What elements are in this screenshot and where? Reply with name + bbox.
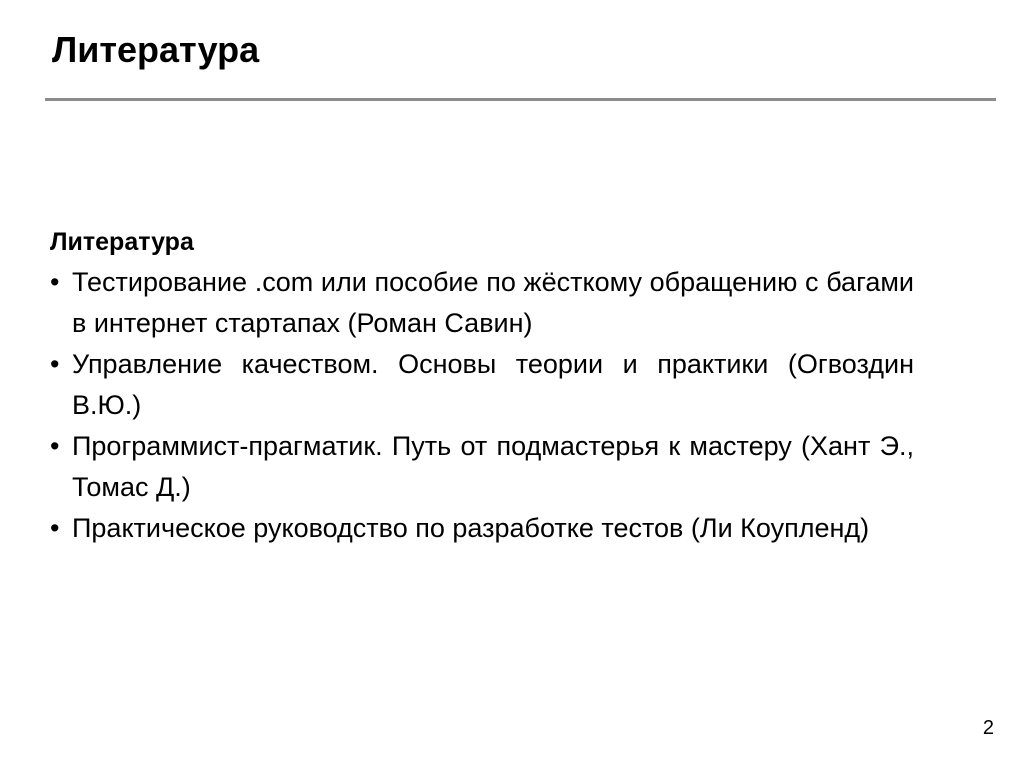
list-item [50, 344, 914, 426]
list-item-text: Управление качеством. Основы теории и практики (Огвоздин В.Ю.) [72, 349, 914, 420]
title-divider [45, 98, 996, 101]
list-item-text: Практическое руководство по разработке тестов (Ли Коупленд) [72, 513, 870, 543]
literature-list [50, 262, 914, 549]
list-item [50, 426, 914, 508]
bullet-icon: • [50, 267, 60, 297]
page-number: 2 [982, 717, 994, 739]
slide-title: Литература [52, 29, 260, 70]
bullet-icon: • [50, 349, 60, 379]
literature-section [50, 222, 914, 549]
list-item-text: Тестирование .com или пособие по жёсткому обращению с багами в интернет стартапах (Роман Савин) [72, 267, 914, 338]
section-heading: Литература [50, 228, 194, 256]
bullet-icon: • [50, 431, 60, 461]
list-item [50, 508, 914, 549]
bullet-icon: • [50, 513, 60, 543]
list-item [50, 262, 914, 344]
list-item-text: Программист-прагматик. Путь от подмастерья к мастеру (Хант Э., Томас Д.) [72, 431, 914, 502]
